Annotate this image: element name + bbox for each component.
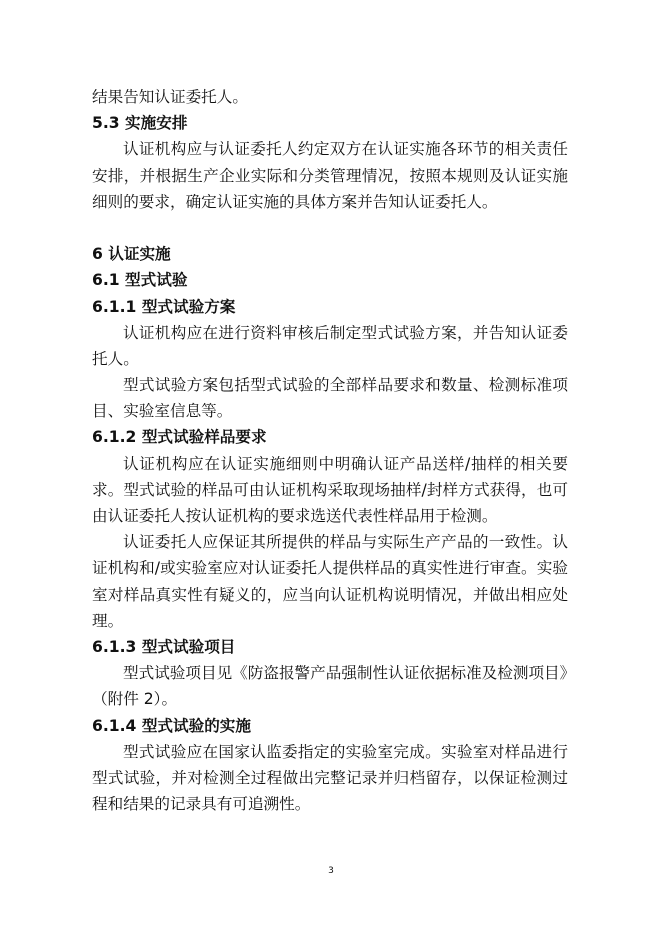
paragraph-line: （附件 2）。	[92, 690, 178, 709]
paragraph-line: 托人。	[92, 349, 139, 368]
paragraph-line: 求。型式试验的样品可由认证机构采取现场抽样/封样方式获得，也可	[92, 480, 568, 499]
paragraph-line: 认证机构应与认证委托人约定双方在认证实施各环节的相关责任	[123, 140, 568, 159]
heading-6-1: 6.1 型式试验	[92, 271, 188, 290]
blank-line	[92, 215, 568, 241]
paragraph-line: 证机构和/或实验室应对认证委托人提供样品的真实性进行审查。实验	[92, 559, 568, 578]
paragraph-line: 安排，并根据生产企业实际和分类管理情况，按照本规则及认证实施	[92, 166, 568, 185]
paragraph-line: 室对样品真实性有疑义的，应当向认证机构说明情况，并做出相应处	[92, 585, 568, 604]
paragraph-line: 认证委托人应保证其所提供的样品与实际生产产品的一致性。认	[123, 533, 568, 552]
heading-6: 6 认证实施	[92, 245, 171, 264]
paragraph-line: 认证机构应在认证实施细则中明确认证产品送样/抽样的相关要	[123, 454, 568, 473]
paragraph-line: 细则的要求，确定认证实施的具体方案并告知认证委托人。	[92, 192, 498, 211]
heading-6-1-3: 6.1.3 型式试验项目	[92, 637, 236, 656]
paragraph-line: 型式试验，并对检测全过程做出完整记录并归档留存，以保证检测过	[92, 768, 568, 787]
paragraph-line: 由认证委托人按认证机构的要求选送代表性样品用于检测。	[92, 507, 498, 525]
heading-6-1-2: 6.1.2 型式试验样品要求	[92, 428, 267, 447]
paragraph-line: 型式试验项目见《防盗报警产品强制性认证依据标准及检测项目》	[123, 664, 576, 683]
page-number: 3	[328, 866, 334, 876]
heading-5-3: 5.3 实施安排	[92, 114, 188, 133]
paragraph-line: 目、实验室信息等。	[92, 402, 233, 421]
heading-6-1-1: 6.1.1 型式试验方案	[92, 297, 236, 316]
paragraph-line: 型式试验应在国家认监委指定的实验室完成。实验室对样品进行	[123, 742, 568, 761]
paragraph-line: 结果告知认证委托人。	[92, 88, 248, 106]
paragraph-line: 程和结果的记录具有可追溯性。	[92, 795, 311, 814]
paragraph-line: 型式试验方案包括型式试验的全部样品要求和数量、检测标准项	[123, 376, 568, 395]
paragraph-line: 认证机构应在进行资料审核后制定型式试验方案，并告知认证委	[123, 323, 568, 342]
heading-6-1-4: 6.1.4 型式试验的实施	[92, 716, 251, 735]
paragraph-line: 理。	[92, 611, 124, 630]
document-page	[92, 84, 576, 817]
